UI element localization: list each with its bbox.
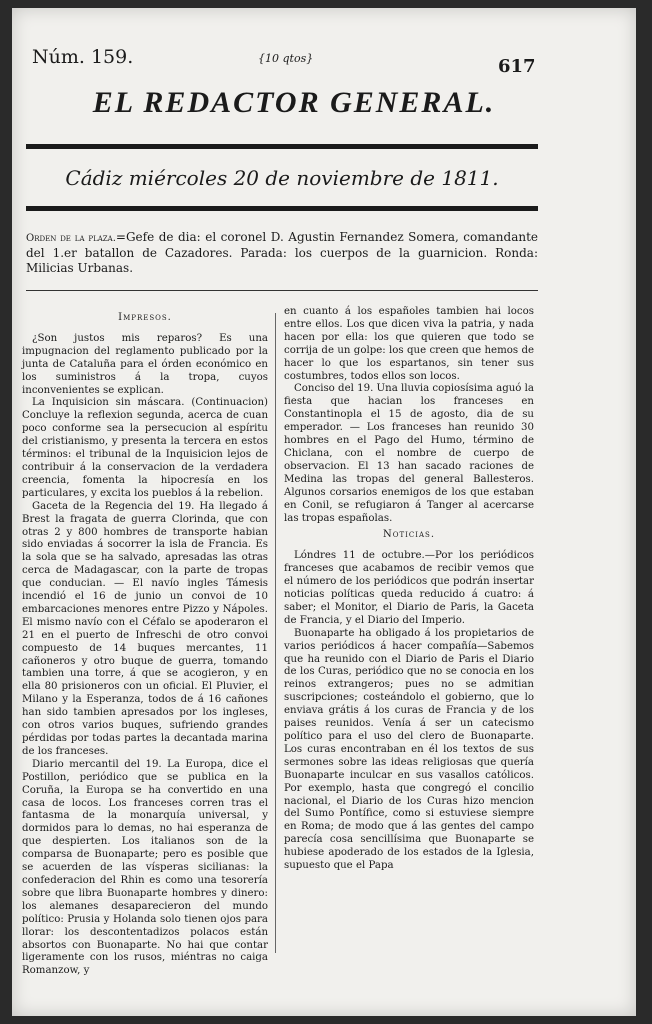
top-rule	[26, 144, 538, 149]
article-paragraph: Diario mercantil del 19. La Europa, dice el Postillon, periódico que se publica en la Coruña, la Europa se ha convertido en una casa de locos. Los franceses corren tras el fantasma de la monarquía universal, y dormidos para lo demas, no hai esperanza de que despierten. Los italianos son de la comparsa de Buonaparte; pero es posible que se acuerden de las vísperas sicilianas: la confederacion del Rhin es como una tesorería sobre que libra Buonaparte hombres y dinero: los alemanes desaparecieron del mundo político: Prusia y Holanda solo tienen ojos para llorar: los descontentadizos polacos están absortos con Buonaparte. No hai que contar ligeramente con los rusos, miéntras no caiga Romanzow, y	[22, 758, 268, 977]
dateline-rule	[26, 206, 538, 211]
impresos-heading: Impresos.	[118, 312, 172, 323]
left-column	[22, 308, 268, 978]
masthead-title: EL REDACTOR GENERAL.	[92, 86, 496, 119]
page-number: 617	[498, 56, 536, 77]
article-paragraph: Buonaparte ha obligado á los propietarios de varios periódicos á hacer compañía—Sabemos que ha reunido con el Diario de Paris el Diario de los Curas, periódico que no se conocia en los reinos extrangeros; pues no se admitian suscripciones; costeándolo el gobierno, que lo enviava grátis á los curas de Francia y de los paises reunidos. Venía á ser un catecismo político para el uso del clero de Buonaparte. Los curas encontraban en él los textos de sus sermones sobre las ideas religiosas que quería Buonaparte inculcar en sus vasallos católicos. Por exemplo, hasta que congregó el concilio nacional, el Diario de los Curas hizo mencion del Sumo Pontífice, como si estuviese siempre en Roma; de modo que á las gentes del campo parecía cosa sencillísima que Buonaparte se hubiese apoderado de los estados de la Iglesia, supuesto que el Papa	[284, 627, 534, 872]
right-column	[284, 306, 534, 873]
article-paragraph: La Inquisicion sin máscara. (Continuacion) Concluye la reflexion segunda, acerca de cuan poco conforme sea la persecucion al espíritu del cristianismo, y presenta la tercera en estos términos: el tribunal de la Inquisicion lejos de contribuir á la conservacion de la verdadera creencia, fomenta la hipocresía en los particulares, y excita los pueblos á la rebelion.	[22, 397, 268, 499]
noticias-heading: Noticias.	[382, 529, 436, 541]
column-divider	[275, 313, 276, 953]
orden-label: Orden de la plaza.	[26, 233, 116, 244]
issue-price: {10 qtos}	[258, 52, 314, 65]
article-paragraph: ¿Son justos mis reparos? Es una impugnacion del reglamento publicado por la junta de Cataluña para el órden económico en los suministros á la tropa, cuyos inconvenientes se explican.	[22, 332, 268, 396]
newspaper-page	[12, 8, 636, 1016]
dateline: Cádiz miércoles 20 de noviembre de 1811.	[65, 166, 499, 190]
article-paragraph: en cuanto á los españoles tambien hai locos entre ellos. Los que dicen viva la patria, y nada hacen por ella: los que quieren que todo se corrija de un golpe: los que creen que hemos de hacer lo que los espartanos, sin tener sus costumbres, todos ellos son locos.	[284, 306, 534, 382]
article-paragraph: Gaceta de la Regencia del 19. Ha llegado á Brest la fragata de guerra Clorinda, que con otras 2 y 800 hombres de transporte habian sido enviadas á socorrer la isla de Francia. Es la sola que se ha salvado, apresadas las otras cerca de Madagascar, con la parte de tropas que conducian. — El navío ingles Támesis incendió el 16 de junio un convoi de 10 embarcaciones menores entre Pizzo y Nápoles. El mismo navío con el Céfalo se apoderaron el 21 en el puerto de Infreschi de otro convoi compuesto de 14 buques mercantes, 11 cañoneros y otro buque de guerra, tomando tambien una torre, á que se acogieron, y en ella 80 prisioneros con un oficial. El Pluvier, el Milano y la Esperanza, todos de á 16 cañones han sido tambien apresados por los ingleses, con otros varios buques, sufriendo grandes pérdidas por todas partes la decantada marina de los franceses.	[22, 500, 268, 757]
orden-text: =Gefe de dia: el coronel D. Agustin Fernandez Somera, comandante del 1.er batallon de Cazadores. Parada: los cuerpos de la guarnicion. Ronda: Milicias Urbanas.	[26, 230, 538, 275]
article-paragraph: Conciso del 19. Una lluvia copiosísima aguó la fiesta que hacian los franceses en Constantinopla el 15 de agosto, dia de su emperador. — Los franceses han reunido 30 hombres en el Pago del Humo, término de Chiclana, con el nombre de cuerpo de observacion. El 13 han sacado raciones de Medina las tropas del general Ballesteros. Algunos corsarios enemigos de los que estaban en Conil, se refugiaron á Tanger al acercarse las tropas españolas.	[284, 383, 534, 524]
article-paragraph: Lóndres 11 de octubre.—Por los periódicos franceses que acabamos de recibir vemos que el número de los periódicos que podrán insertar noticias políticas queda reducido á cuatro: á saber; el Monitor, el Diario de Paris, la Gaceta de Francia, y el Diario del Imperio.	[284, 550, 534, 626]
issue-number: Núm. 159.	[32, 46, 134, 68]
orden-de-la-plaza	[26, 230, 538, 276]
section-divider	[26, 290, 538, 291]
